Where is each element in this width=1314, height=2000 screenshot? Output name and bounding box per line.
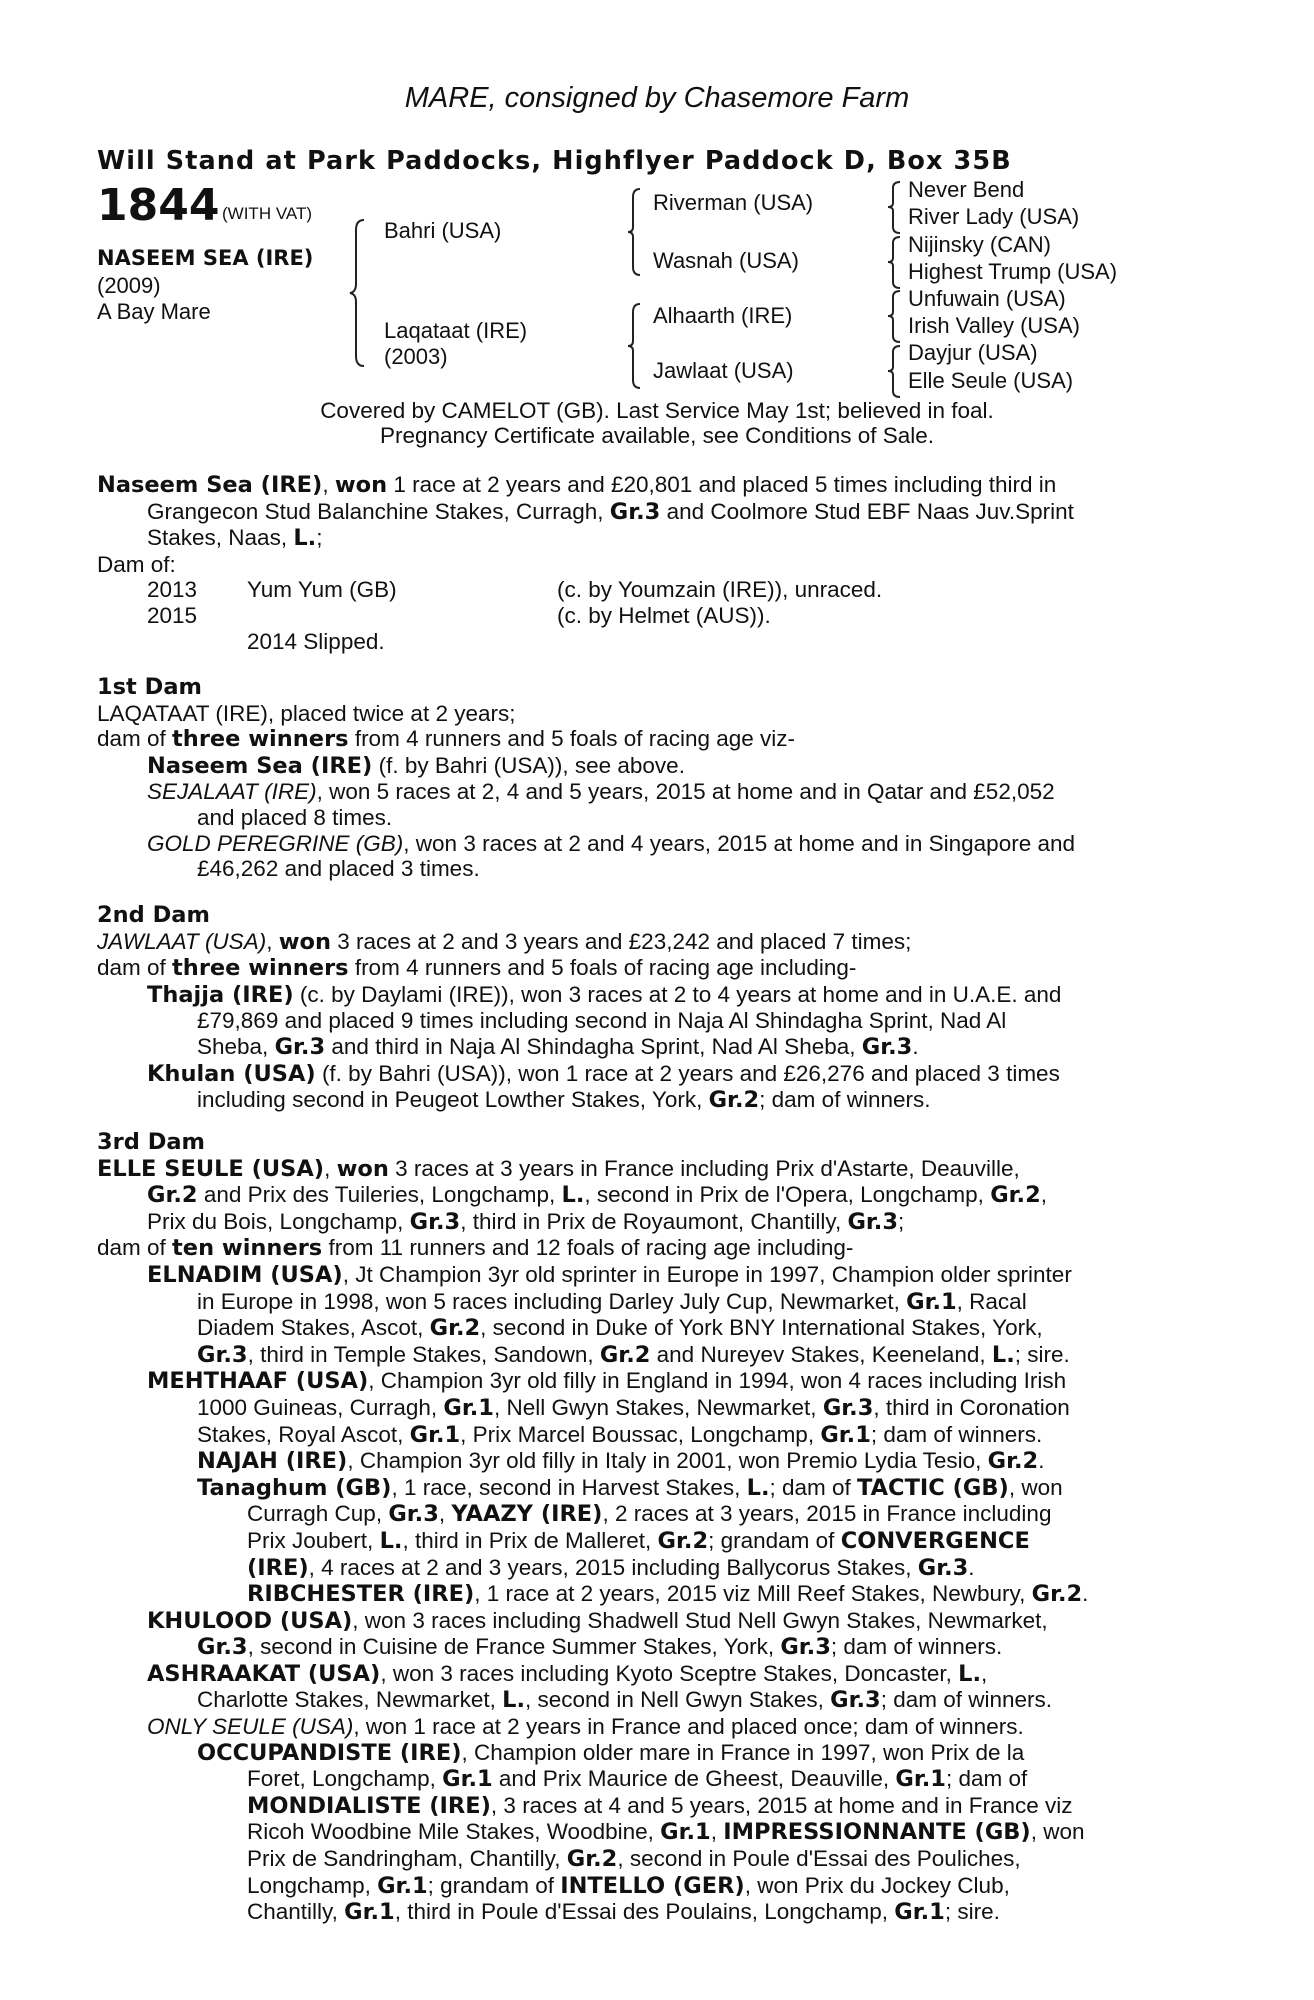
third-dam-line — [97, 1368, 1201, 1395]
dam-of-text: dam of — [97, 955, 173, 981]
pedigree-ggp-7: Dayjur (USA) — [908, 340, 1038, 365]
grade-label: Gr.3 — [274, 1033, 326, 1060]
line-text: in Europe in 1998, won 5 races including Darley July Cup, Newmarket, — [197, 1288, 907, 1314]
bold-text: won — [336, 1155, 389, 1182]
covered-line-2: Pregnancy Certificate available, see Conditions of Sale. — [379, 423, 935, 448]
third-dam-line — [97, 1235, 1201, 1262]
line-text: , 2 races at 3 years, 2015 in France including — [602, 1501, 1052, 1527]
line-text: Diadem Stakes, Ascot, — [197, 1315, 430, 1341]
second-dam-name: JAWLAAT (USA) — [97, 928, 267, 954]
pedigree-granddam-1: Wasnah (USA) — [653, 248, 799, 273]
runner-text: (f. by Bahri (USA)), see above. — [372, 752, 685, 778]
produce-row-1 — [97, 577, 1201, 603]
horse-year: (2009) — [97, 273, 161, 298]
produce-year: 2013 — [147, 577, 198, 603]
bold-text: Gr.1 — [895, 1766, 946, 1793]
third-dam-line — [97, 1766, 1201, 1793]
line-text: , third in Prix de Royaumont, Chantilly, — [460, 1208, 848, 1234]
third-dam-line — [97, 1342, 1201, 1369]
runner-text: , won 5 races at 2, 4 and 5 years, 2015 at home and in Qatar and £52,052 — [316, 779, 1055, 805]
runner-text-cont: and placed 8 times. — [197, 804, 393, 830]
line-text: Ricoh Woodbine Mile Stakes, Woodbine, — [247, 1819, 661, 1845]
bold-text: L. — [379, 1527, 403, 1554]
pedigree-grandsire-2: Alhaarth (IRE) — [653, 303, 793, 328]
produce-name: Yum Yum (GB) — [247, 577, 397, 603]
produce-year: 2015 — [147, 602, 198, 628]
third-dam-line — [97, 1687, 1201, 1714]
covered-note — [0, 398, 1314, 448]
bold-text: TACTIC (GB) — [857, 1474, 1009, 1501]
third-dam-lines — [97, 1156, 1201, 1926]
grade-label: Gr.3 — [861, 1033, 913, 1060]
ggp-brace-4 — [886, 344, 906, 399]
third-dam-line — [97, 1555, 1201, 1582]
third-dam-line — [97, 1262, 1201, 1289]
bold-text: NAJAH (IRE) — [197, 1448, 348, 1475]
line-text: and Prix Maurice de Gheest, Deauville, — [492, 1766, 896, 1792]
italic-text: ONLY SEULE (USA) — [147, 1714, 354, 1740]
bold-text: Gr.1 — [906, 1288, 957, 1315]
bold-text: Gr.1 — [894, 1899, 945, 1926]
line-text: , Nell Gwyn Stakes, Newmarket, — [493, 1394, 823, 1420]
third-dam-line — [97, 1608, 1201, 1635]
record-text-2b: and Coolmore Stud EBF Naas Juv.Sprint — [660, 498, 1074, 524]
third-dam-line — [97, 1395, 1201, 1422]
bold-text: Gr.3 — [197, 1341, 248, 1368]
third-dam-line — [97, 1634, 1201, 1661]
pedigree-grandsire-1: Riverman (USA) — [653, 190, 814, 215]
line-text: , third in Poule d'Essai des Poulains, Longchamp, — [394, 1899, 895, 1925]
line-text: . — [1082, 1581, 1089, 1607]
runner-text-cont: Sheba, — [197, 1033, 275, 1059]
horse-record: Naseem Sea (IRE), won 1 race at 2 years and £20,801 and placed 5 times including third in Grangecon Stud Balanchine Stakes, Curragh, Gr.3 and Coolmore Stud EBF Naas Juv.Sprint Stakes, Naas, L.; Dam of: 2013 Yum Yum (GB) (c. by Youmzain (IRE)), unraced. 2015 (c. by Helmet (AUS)). 2014 Slipped. — [97, 472, 1201, 654]
line-text: , — [438, 1501, 452, 1527]
line-text: ; — [898, 1208, 905, 1234]
line-text: ; grandam of — [708, 1527, 841, 1553]
line-text: 1000 Guineas, Curragh, — [197, 1394, 444, 1420]
third-dam-line — [97, 1661, 1201, 1688]
line-text: , Champion 3yr old filly in England in 1994, won 4 races including Irish — [368, 1368, 1067, 1394]
bold-text: KHULOOD (USA) — [147, 1607, 353, 1634]
dam-of-text: dam of — [97, 726, 173, 752]
bold-text: L. — [502, 1687, 526, 1714]
bold-text: MONDIALISTE (IRE) — [247, 1792, 491, 1819]
second-dam-text: 3 races at 2 and 3 years and £23,242 and placed 7 times; — [330, 928, 912, 954]
bold-text: Gr.1 — [377, 1872, 428, 1899]
line-text: dam of — [97, 1235, 173, 1261]
line-text: , won 1 race at 2 years in France and placed once; dam of winners. — [353, 1714, 1024, 1740]
line-text: Charlotte Stakes, Newmarket, — [197, 1687, 503, 1713]
bold-text: Gr.2 — [990, 1182, 1041, 1209]
line-text: Prix Joubert, — [247, 1527, 380, 1553]
bold-text: RIBCHESTER (IRE) — [247, 1581, 475, 1608]
bold-text: Gr.2 — [566, 1846, 618, 1873]
dam-of-rest: from 4 runners and 5 foals of racing age including- — [348, 955, 857, 981]
bold-text: ASHRAAKAT (USA) — [147, 1660, 381, 1687]
third-dam-line — [97, 1422, 1201, 1449]
bold-text: OCCUPANDISTE (IRE) — [197, 1739, 462, 1766]
bold-text: IMPRESSIONNANTE (GB) — [723, 1819, 1031, 1846]
third-dam-line — [97, 1740, 1201, 1767]
bold-text: Gr.2 — [599, 1341, 651, 1368]
produce-slipped: 2014 Slipped. — [247, 628, 385, 654]
bold-text: Gr.3 — [197, 1634, 248, 1661]
bold-text: Gr.3 — [780, 1634, 831, 1661]
line-text: , won 3 races including Kyoto Sceptre Stakes, Doncaster, — [380, 1660, 959, 1686]
bold-text: L. — [991, 1341, 1015, 1368]
line-text: , Prix Marcel Boussac, Longchamp, — [460, 1421, 821, 1447]
bold-text: L. — [958, 1660, 982, 1687]
line-text: , second in Prix de l'Opera, Longchamp, — [584, 1182, 991, 1208]
produce-note: (c. by Helmet (AUS)). — [557, 602, 771, 628]
line-text: , Champion older mare in France in 1997, won Prix de la — [461, 1739, 1025, 1765]
line-text: , Champion 3yr old filly in Italy in 2001, won Premio Lydia Tesio, — [347, 1448, 988, 1474]
first-dam-line-1: LAQATAAT (IRE), placed twice at 2 years; — [97, 700, 516, 726]
line-text: , — [1040, 1182, 1048, 1208]
runner-name: SEJALAAT (IRE) — [147, 779, 317, 805]
line-text: 3 races at 3 years in France including Prix d'Astarte, Deauville, — [388, 1155, 1020, 1181]
bold-text: Gr.2 — [987, 1448, 1039, 1475]
record-text-2a: Grangecon Stud Balanchine Stakes, Curragh, — [147, 498, 610, 524]
record-text-3b: ; — [316, 525, 323, 551]
runner-text-cont: including second in Peugeot Lowther Stakes, York, — [197, 1087, 709, 1113]
line-text: , won Prix du Jockey Club, — [744, 1872, 1010, 1898]
bold-text: ten winners — [172, 1235, 323, 1262]
dam-of-label: Dam of: — [97, 551, 176, 577]
runner-text: (c. by Daylami (IRE)), won 3 races at 2 to 4 years at home and in U.A.E. and — [293, 981, 1062, 1007]
bold-text: CONVERGENCE — [840, 1527, 1030, 1554]
third-dam-line — [97, 1501, 1201, 1528]
line-text: ; dam of — [769, 1474, 858, 1500]
pedigree-ggp-6: Irish Valley (USA) — [908, 313, 1080, 338]
ggp-brace-3 — [886, 289, 906, 344]
line-text: Curragh Cup, — [247, 1501, 389, 1527]
line-text: , third in Coronation — [873, 1394, 1070, 1420]
line-text: . — [968, 1554, 975, 1580]
line-text: , third in Prix de Malleret, — [402, 1527, 658, 1553]
pedigree-dam-year: (2003) — [384, 344, 448, 369]
bold-text: Gr.2 — [657, 1527, 709, 1554]
covered-line-1: Covered by CAMELOT (GB). Last Service May 1st; believed in foal. — [320, 398, 994, 423]
third-dam-line — [97, 1581, 1201, 1608]
dam-of-rest: from 4 runners and 5 foals of racing age viz- — [348, 726, 796, 752]
winners-count: three winners — [172, 955, 349, 982]
line-text: , Jt Champion 3yr old sprinter in Europe in 1997, Champion older sprinter — [342, 1261, 1072, 1287]
runner-name: GOLD PEREGRINE (GB) — [147, 830, 404, 856]
bold-text: Gr.3 — [388, 1501, 439, 1528]
line-text: ; dam of winners. — [830, 1634, 1003, 1660]
sire-parents-brace — [626, 187, 650, 277]
line-text: Stakes, Royal Ascot, — [197, 1421, 410, 1447]
second-dam-section: 2nd Dam JAWLAAT (USA), won 3 races at 2 and 3 years and £23,242 and placed 7 times; dam of three winners from 4 runners and 5 foals of racing age including- Thajja (IRE) (c. by Daylami (IRE)), won 3 races at 2 to 4 years at home and in U.A.E. and £79,869 and placed 9 times including second in Naja Al Shindagha Sprint, Nad Al Sheba, Gr.3 and third in Naja Al Shindagha Sprint, Nad Al Sheba, Gr.3. Khulan (USA) (f. by Bahri (USA)), won 1 race at 2 years and £26,276 and placed 3 times including second in Peugeot Lowther Stakes, York, Gr.2; dam of winners. — [97, 903, 1201, 1114]
produce-row-2 — [97, 603, 1201, 629]
pedigree-granddam-2: Jawlaat (USA) — [653, 358, 794, 383]
line-text: Longchamp, — [247, 1872, 378, 1898]
first-dam-section — [97, 675, 1201, 882]
pedigree-ggp-8: Elle Seule (USA) — [908, 368, 1074, 393]
third-dam-line — [97, 1448, 1201, 1475]
bold-text: L. — [746, 1474, 770, 1501]
line-text: , 3 races at 4 and 5 years, 2015 at home and in France viz — [490, 1792, 1073, 1818]
line-text: Foret, Longchamp, — [247, 1766, 443, 1792]
bold-text: YAAZY (IRE) — [451, 1501, 603, 1528]
third-dam-line — [97, 1289, 1201, 1316]
line-text: ; dam of — [945, 1766, 1028, 1792]
line-text: Chantilly, — [247, 1899, 345, 1925]
line-text: , third in Temple Stakes, Sandown, — [247, 1341, 600, 1367]
produce-note: (c. by Youmzain (IRE)), unraced. — [557, 577, 883, 603]
bold-text: Gr.1 — [409, 1421, 461, 1448]
pedigree-sire: Bahri (USA) — [384, 218, 502, 243]
pedigree-ggp-3: Nijinsky (CAN) — [908, 232, 1051, 257]
line-text: , Racal — [956, 1288, 1027, 1314]
line-text: Prix du Bois, Longchamp, — [147, 1208, 410, 1234]
ggp-brace-1 — [886, 180, 906, 235]
grade-label: Gr.3 — [609, 498, 661, 525]
grade-label: Gr.2 — [708, 1087, 760, 1114]
line-text: , won — [1008, 1474, 1063, 1500]
line-text: , second in Poule d'Essai des Pouliches, — [617, 1846, 1021, 1872]
runner-text: (f. by Bahri (USA)), won 1 race at 2 years and £26,276 and placed 3 times — [315, 1060, 1060, 1086]
line-text: and Nureyev Stakes, Keeneland, — [650, 1341, 992, 1367]
bold-text: Gr.1 — [442, 1766, 493, 1793]
line-text: , 4 races at 2 and 3 years, 2015 including Ballycorus Stakes, — [308, 1554, 918, 1580]
bold-text: Tanaghum (GB) — [197, 1474, 392, 1501]
line-text: , won 3 races including Shadwell Stud Nell Gwyn Stakes, Newmarket, — [352, 1607, 1048, 1633]
line-text: , — [710, 1819, 724, 1845]
runner-text-cont: ; dam of winners. — [759, 1087, 931, 1113]
line-text: , second in Cuisine de France Summer Stakes, York, — [247, 1634, 781, 1660]
line-text: ; grandam of — [427, 1872, 561, 1898]
third-dam-line — [97, 1899, 1201, 1926]
line-text: , — [324, 1155, 337, 1181]
third-dam-section — [97, 1130, 1201, 1926]
first-dam-heading: 1st Dam — [97, 674, 202, 700]
bold-text: Gr.3 — [847, 1208, 899, 1235]
line-text: , second in Nell Gwyn Stakes, — [525, 1687, 831, 1713]
third-dam-line — [97, 1475, 1201, 1502]
line-text: , 1 race, second in Harvest Stakes, — [391, 1474, 747, 1500]
third-dam-heading: 3rd Dam — [97, 1129, 205, 1155]
runner-name: Khulan (USA) — [147, 1060, 316, 1087]
won-label: won — [278, 928, 331, 955]
bold-text: MEHTHAAF (USA) — [147, 1368, 369, 1395]
runner-text-cont: £79,869 and placed 9 times including second in Naja Al Shindagha Sprint, Nad Al — [197, 1008, 1007, 1034]
third-dam-line — [97, 1846, 1201, 1873]
line-text: ; dam of winners. — [880, 1687, 1053, 1713]
third-dam-line — [97, 1819, 1201, 1846]
pedigree-ggp-4: Highest Trump (USA) — [908, 259, 1118, 284]
record-text-3a: Stakes, Naas, — [147, 525, 294, 551]
horse-record-name: Naseem Sea (IRE) — [97, 472, 323, 498]
runner-text: , won 3 races at 2 and 4 years, 2015 at home and in Singapore and — [403, 830, 1076, 856]
bold-text: Gr.3 — [917, 1554, 969, 1581]
bold-text: INTELLO (GER) — [560, 1872, 745, 1899]
bold-text: Gr.1 — [443, 1394, 494, 1421]
bold-text: Gr.1 — [660, 1819, 711, 1846]
line-text: ; dam of winners. — [870, 1421, 1043, 1447]
horse-description: A Bay Mare — [97, 299, 211, 324]
third-dam-line — [97, 1528, 1201, 1555]
third-dam-line — [97, 1714, 1201, 1740]
pedigree-ggp-2: River Lady (USA) — [908, 204, 1080, 229]
third-dam-line — [97, 1873, 1201, 1900]
line-text: , 1 race at 2 years, 2015 viz Mill Reef Stakes, Newbury, — [474, 1581, 1032, 1607]
line-text: , second in Duke of York BNY International Stakes, York, — [480, 1315, 1043, 1341]
bold-text: ELLE SEULE (USA) — [97, 1155, 325, 1182]
runner-name: Thajja (IRE) — [147, 981, 294, 1008]
bold-text: Gr.3 — [822, 1394, 874, 1421]
sire-dam-brace — [348, 218, 378, 368]
line-text: , won — [1030, 1819, 1085, 1845]
third-dam-line — [97, 1156, 1201, 1183]
horse-name: NASEEM SEA (IRE) — [97, 246, 314, 270]
line-text: ; sire. — [944, 1899, 1000, 1925]
runner-text-cont: and third in Naja Al Shindagha Sprint, Nad Al Sheba, — [325, 1033, 862, 1059]
bold-text: Gr.3 — [830, 1687, 881, 1714]
third-dam-line — [97, 1793, 1201, 1820]
line-text: Prix de Sandringham, Chantilly, — [247, 1846, 567, 1872]
line-text: . — [1038, 1448, 1045, 1474]
bold-text: Gr.1 — [344, 1899, 395, 1926]
line-text: ; sire. — [1014, 1341, 1070, 1367]
ggp-brace-2 — [886, 235, 906, 290]
runner-text-cont: £46,262 and placed 3 times. — [197, 856, 480, 882]
runner-text-cont: . — [912, 1033, 919, 1059]
third-dam-line — [97, 1209, 1201, 1236]
third-dam-line — [97, 1315, 1201, 1342]
pedigree-ggp-1: Never Bend — [908, 177, 1025, 202]
bold-text: Gr.2 — [429, 1315, 481, 1342]
bold-text: L. — [561, 1182, 585, 1209]
bold-text: (IRE) — [247, 1554, 309, 1581]
line-text: from 11 runners and 12 foals of racing age including- — [322, 1235, 854, 1261]
line-text: and Prix des Tuileries, Longchamp, — [197, 1182, 562, 1208]
stand-location: Will Stand at Park Paddocks, Highflyer Paddock D, Box 35B — [97, 146, 1012, 176]
second-dam-heading: 2nd Dam — [97, 902, 210, 928]
winners-count: three winners — [172, 726, 349, 753]
bold-text: Gr.2 — [147, 1182, 198, 1209]
vat-note: (WITH VAT) — [222, 204, 313, 223]
lot-number: 1844 — [97, 180, 220, 231]
dam-parents-brace — [626, 302, 650, 390]
record-text-1: 1 race at 2 years and £20,801 and placed 5 times including third in — [387, 472, 1057, 497]
pedigree-ggp-5: Unfuwain (USA) — [908, 286, 1066, 311]
bold-text: ELNADIM (USA) — [147, 1261, 343, 1288]
bold-text: Gr.3 — [409, 1208, 461, 1235]
bold-text: Gr.2 — [1031, 1581, 1083, 1608]
third-dam-line — [97, 1182, 1201, 1209]
runner-name: Naseem Sea (IRE) — [147, 752, 373, 779]
line-text: , — [981, 1660, 988, 1686]
listed-label: L. — [293, 525, 317, 552]
consigner-line: MARE, consigned by Chasemore Farm — [404, 82, 910, 114]
won-label: won — [334, 472, 388, 498]
bold-text: Gr.1 — [820, 1421, 871, 1448]
pedigree-dam: Laqataat (IRE) — [384, 318, 528, 343]
